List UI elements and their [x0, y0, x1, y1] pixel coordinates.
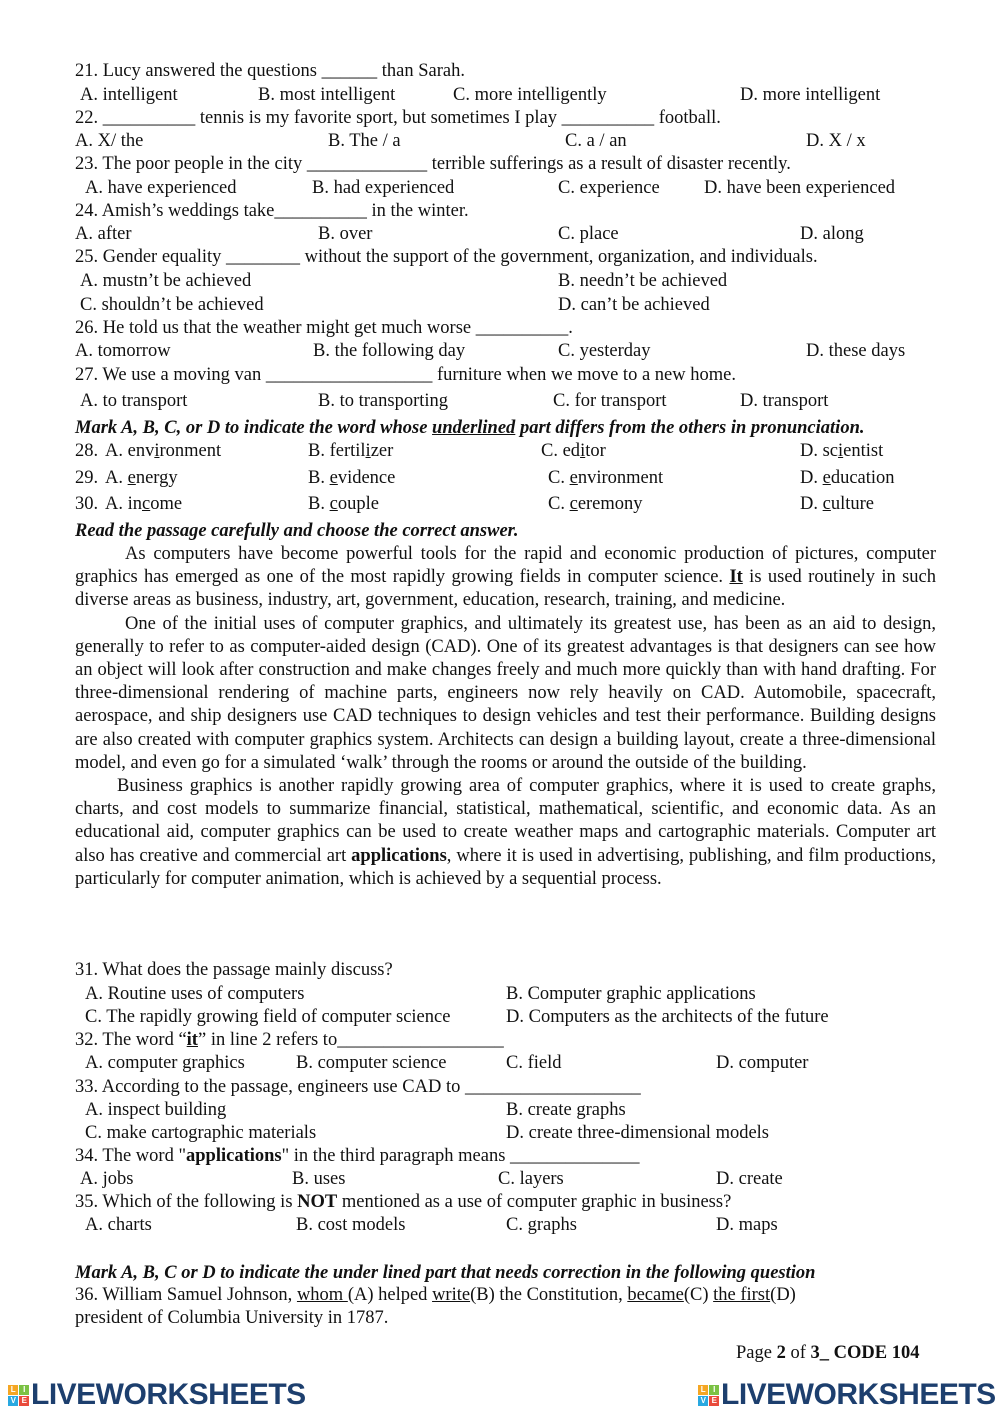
- answer-option: B. cost models: [296, 1215, 406, 1235]
- answer-option: C. The rapidly growing field of computer science: [85, 1007, 451, 1027]
- answer-option: A. income: [105, 494, 183, 514]
- answer-option: A. X/ the: [75, 131, 144, 151]
- answer-option: D. create three-dimensional models: [506, 1123, 770, 1143]
- answer-option: C. environment: [548, 468, 664, 488]
- answer-option: A. computer graphics: [85, 1053, 245, 1073]
- logo-tiles-icon: [8, 1385, 29, 1406]
- answer-option: B. the following day: [313, 341, 466, 361]
- logo-tile: I: [709, 1385, 719, 1395]
- paragraph-1: As computers have become powerful tools for the rapid and economic production of pictures, computer graphics has emerged as one of the most rapidly growing fields in computer science. It is used routinely in such diverse areas as business, industry, art, government, education, research, training, and medicine.: [75, 544, 936, 611]
- answer-option: C. make cartographic materials: [85, 1123, 317, 1143]
- answer-option: C. editor: [541, 441, 606, 461]
- answer-option: D. transport: [740, 391, 829, 411]
- answer-option: D. scientist: [800, 441, 884, 461]
- answer-option: D. along: [800, 224, 864, 244]
- answer-option: D. these days: [806, 341, 906, 361]
- answer-option: C. field: [506, 1053, 562, 1073]
- question-number: 28.: [75, 441, 99, 461]
- question-stem: 22. __________ tennis is my favorite sport, but sometimes I play __________ football.: [75, 108, 721, 128]
- logo-tile: L: [8, 1385, 18, 1395]
- logo-tile: V: [8, 1396, 18, 1406]
- answer-option: A. mustn’t be achieved: [80, 271, 252, 291]
- answer-option: D. computer: [716, 1053, 809, 1073]
- answer-option: A. after: [75, 224, 132, 244]
- liveworksheets-logo-left: L I V E LIVEWORKSHEETS: [8, 1378, 306, 1412]
- answer-option: B. most intelligent: [258, 85, 396, 105]
- answer-option: A. charts: [85, 1215, 152, 1235]
- answer-option: D. more intelligent: [740, 85, 881, 105]
- question-36: 36. William Samuel Johnson, whom (A) helped write(B) the Constitution, became(C) the first(D): [75, 1285, 796, 1305]
- logo-tile: I: [19, 1385, 29, 1395]
- answer-option: A. tomorrow: [75, 341, 171, 361]
- answer-option: A. jobs: [80, 1169, 134, 1189]
- section-instruction: Mark A, B, C, or D to indicate the word whose underlined part differs from the others in pronunciation.: [75, 418, 865, 438]
- question-stem: 32. The word “it” in line 2 refers to__________________: [75, 1030, 504, 1050]
- question-stem: 34. The word "applications" in the third paragraph means ______________: [75, 1146, 640, 1166]
- section-instruction: Mark A, B, C or D to indicate the under lined part that needs correction in the following question: [75, 1263, 816, 1283]
- answer-option: B. over: [318, 224, 373, 244]
- answer-option: D. create: [716, 1169, 783, 1189]
- referent-it: It: [729, 567, 743, 588]
- answer-option: B. had experienced: [312, 178, 455, 198]
- answer-option: D. Computers as the architects of the future: [506, 1007, 829, 1027]
- answer-option: A. energy: [105, 468, 178, 488]
- question-36-cont: president of Columbia University in 1787.: [75, 1308, 389, 1328]
- answer-option: A. to transport: [80, 391, 188, 411]
- paragraph-3: Business graphics is another rapidly growing area of computer graphics, where it is used to create graphs, charts, and cost models to summarize financial, statistical, mathematical, scientific, and economic data. As an educational aid, computer graphics can be used to create weather maps and cartographic materials. Computer art also has creative and commercial art applications, where it is used in advertising, publishing, and film productions, particularly for computer animation, which is achieved by a sequential process.: [75, 776, 936, 889]
- question-number: 29.: [75, 468, 99, 488]
- liveworksheets-logo-right: L I V E LIVEWORKSHEETS: [698, 1378, 996, 1412]
- page-number: Page 2 of 3_ CODE 104: [736, 1343, 920, 1363]
- answer-option: B. uses: [292, 1169, 346, 1189]
- answer-option: D. can’t be achieved: [558, 295, 710, 315]
- answer-option: D. education: [800, 468, 895, 488]
- answer-option: C. ceremony: [548, 494, 643, 514]
- logo-tile: E: [709, 1396, 719, 1406]
- answer-option: C. yesterday: [558, 341, 651, 361]
- question-stem: 35. Which of the following is NOT mentioned as a use of computer graphic in business?: [75, 1192, 732, 1212]
- question-number: 30.: [75, 494, 99, 514]
- logo-tile: E: [19, 1396, 29, 1406]
- answer-option: B. create graphs: [506, 1100, 626, 1120]
- answer-option: C. graphs: [506, 1215, 577, 1235]
- answer-option: C. experience: [558, 178, 660, 198]
- question-stem: 33. According to the passage, engineers use CAD to ___________________: [75, 1077, 641, 1097]
- answer-option: B. The / a: [328, 131, 401, 151]
- logo-tile: L: [698, 1385, 708, 1395]
- answer-option: D. culture: [800, 494, 874, 514]
- answer-option: C. for transport: [553, 391, 667, 411]
- answer-option: B. needn’t be achieved: [558, 271, 728, 291]
- answer-option: B. couple: [308, 494, 379, 514]
- answer-option: A. Routine uses of computers: [85, 984, 305, 1004]
- question-stem: 24. Amish’s weddings take__________ in the winter.: [75, 201, 469, 221]
- question-stem: 31. What does the passage mainly discuss?: [75, 960, 393, 980]
- answer-option: B. to transporting: [318, 391, 449, 411]
- question-stem: 25. Gender equality ________ without the support of the government, organization, and individuals.: [75, 247, 818, 267]
- answer-option: A. inspect building: [85, 1100, 227, 1120]
- logo-tiles-icon: [698, 1385, 719, 1406]
- answer-option: A. intelligent: [80, 85, 178, 105]
- paragraph-2: One of the initial uses of computer graphics, and ultimately its greatest use, has been as an aid to design, generally to refer to as computer-aided design (CAD). One of its greatest advantages is that designers can see how an object will look after construction and make changes freely and much more quickly than with hand drafting. For three-dimensional rendering of machine parts, engineers now rely heavily on CAD. Automobile, spacecraft, aerospace, and ship designers use CAD techniques to design vehicles and test their performance. Building designs are also created with computer graphics system. Architects can design a building layout, create a three-dimensional model, and even go for a simulated ‘walk’ through the rooms or around the outside of the building.: [75, 613, 936, 773]
- question-stem: 26. He told us that the weather might get much worse __________.: [75, 318, 573, 338]
- answer-option: D. have been experienced: [704, 178, 896, 198]
- word-applications: applications: [351, 845, 447, 866]
- question-stem: 21. Lucy answered the questions ______ than Sarah.: [75, 61, 465, 81]
- reading-passage: [75, 543, 936, 891]
- answer-option: A. have experienced: [85, 178, 237, 198]
- answer-option: C. more intelligently: [453, 85, 607, 105]
- answer-option: C. place: [558, 224, 619, 244]
- question-stem: 27. We use a moving van __________________ furniture when we move to a new home.: [75, 365, 736, 385]
- logo-tile: V: [698, 1396, 708, 1406]
- answer-option: D. maps: [716, 1215, 778, 1235]
- answer-option: B. Computer graphic applications: [506, 984, 756, 1004]
- answer-option: C. layers: [498, 1169, 564, 1189]
- answer-option: A. environment: [105, 441, 222, 461]
- answer-option: C. a / an: [565, 131, 627, 151]
- answer-option: C. shouldn’t be achieved: [80, 295, 264, 315]
- answer-option: D. X / x: [806, 131, 866, 151]
- answer-option: B. computer science: [296, 1053, 447, 1073]
- answer-option: B. fertilizer: [308, 441, 394, 461]
- reading-instruction: Read the passage carefully and choose the correct answer.: [75, 521, 519, 541]
- question-stem: 23. The poor people in the city _____________ terrible sufferings as a result of disaster recently.: [75, 154, 791, 174]
- answer-option: B. evidence: [308, 468, 396, 488]
